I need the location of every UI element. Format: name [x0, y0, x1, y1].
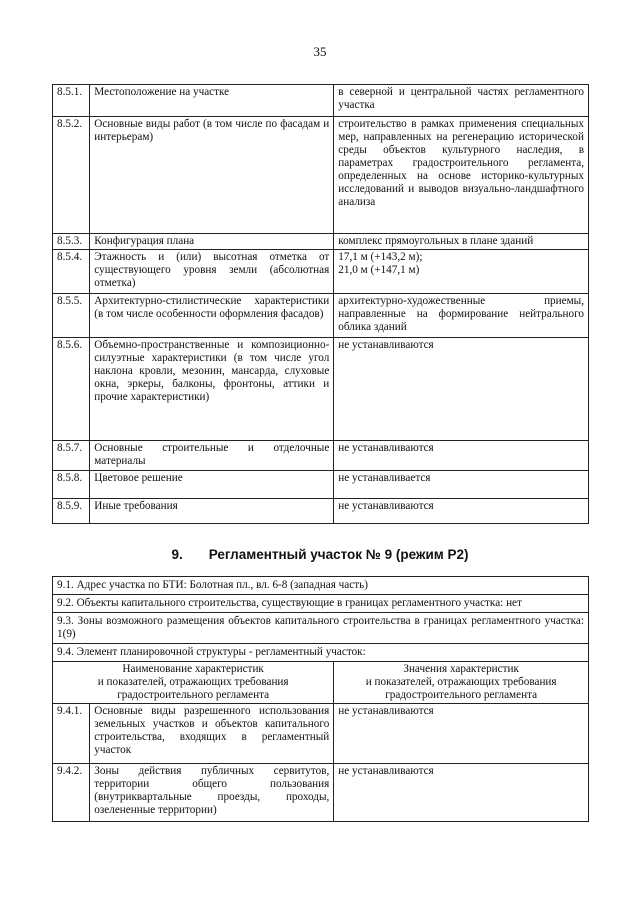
- row-number: 8.5.9.: [53, 499, 90, 524]
- element-row: [53, 644, 589, 662]
- row-number: 8.5.4.: [53, 250, 90, 294]
- characteristic-name: Основные виды работ (в том числе по фасадам и интерьерам): [90, 117, 334, 234]
- table-row: [53, 441, 589, 471]
- characteristic-value: строительство в рамках применения специальных мер, направленных на регенерацию исторической среды объектов культурного наследия, в параметрах градостроительного регламента, определенных на основе историко-культурных исследований и выводов визуально-ландшафтного анализа: [334, 117, 589, 234]
- characteristic-value: комплекс прямоугольных в плане зданий: [334, 234, 589, 250]
- header-right-line: Значения характеристик: [403, 663, 519, 675]
- characteristic-name: Архитектурно-стилистические характеристики (в том числе особенности оформления фасадов): [90, 294, 334, 338]
- table-row: [53, 117, 589, 234]
- characteristic-name: Местоположение на участке: [90, 85, 334, 117]
- row-number: 8.5.8.: [53, 471, 90, 499]
- section-title: Регламентный участок № 9 (режим Р2): [208, 547, 469, 562]
- characteristic-value: [334, 250, 589, 294]
- table-row: [53, 250, 589, 294]
- table-row: [53, 338, 589, 441]
- characteristic-value: не устанавливается: [334, 471, 589, 499]
- characteristic-value: в северной и центральной частях регламентного участка: [334, 85, 589, 117]
- address-row: [53, 577, 589, 595]
- element-text: 9.4. Элемент планировочной структуры - регламентный участок:: [53, 644, 589, 662]
- objects-row: [53, 595, 589, 613]
- characteristic-value: не устанавливаются: [334, 499, 589, 524]
- height-value-2: 21,0 м (+147,1 м): [338, 264, 420, 276]
- objects-text: 9.2. Объекты капитального строительства, существующие в границах регламентного участка: нет: [53, 595, 589, 613]
- characteristic-name: Основные строительные и отделочные материалы: [90, 441, 334, 471]
- characteristic-name: Зоны действия публичных сервитутов, территории общего пользования (внутриквартальные проезды, проходы, озелененные территории): [90, 764, 334, 822]
- characteristic-value: не устанавливаются: [334, 764, 589, 822]
- characteristic-name: Цветовое решение: [90, 471, 334, 499]
- address-text: 9.1. Адрес участка по БТИ: Болотная пл., вл. 6-8 (западная часть): [53, 577, 589, 595]
- characteristic-name: Этажность и (или) высотная отметка от существующего уровня земли (абсолютная отметка): [90, 250, 334, 294]
- zones-row: [53, 613, 589, 644]
- page-number: 35: [313, 44, 327, 59]
- regulation-table-8-5: [52, 84, 589, 524]
- characteristic-name: Иные требования: [90, 499, 334, 524]
- header-right-line: и показателей, отражающих требования: [365, 676, 557, 688]
- header-right: [334, 662, 589, 704]
- table-row: [53, 704, 589, 764]
- table-row: [53, 294, 589, 338]
- header-left: [53, 662, 334, 704]
- row-number: 8.5.3.: [53, 234, 90, 250]
- characteristic-name: Объемно-пространственные и композиционно-силуэтные характеристики (в том числе угол наклона кровли, мезонин, мансарда, слуховые окна, эркеры, балконы, фронтоны, аттики и прочие характеристики): [90, 338, 334, 441]
- header-right-line: градостроительного регламента: [385, 689, 538, 701]
- characteristic-value: не устанавливаются: [334, 704, 589, 764]
- header-row: [53, 662, 589, 704]
- table-row: [53, 764, 589, 822]
- table-row: [53, 471, 589, 499]
- header-left-line: Наименование характеристик: [122, 663, 264, 675]
- height-value-1: 17,1 м (+143,2 м);: [338, 251, 423, 263]
- row-number: 8.5.5.: [53, 294, 90, 338]
- table-row: [53, 85, 589, 117]
- header-left-line: и показателей, отражающих требования: [97, 676, 289, 688]
- table-row: [53, 234, 589, 250]
- characteristic-value: не устанавливаются: [334, 441, 589, 471]
- row-number: 9.4.2.: [53, 764, 90, 822]
- characteristic-name: Конфигурация плана: [90, 234, 334, 250]
- row-number: 9.4.1.: [53, 704, 90, 764]
- zones-text: 9.3. Зоны возможного размещения объектов капитального строительства в границах регламентного участка: 1(9): [53, 613, 589, 644]
- regulation-table-9: [52, 576, 589, 822]
- row-number: 8.5.1.: [53, 85, 90, 117]
- header-left-line: градостроительного регламента: [117, 689, 270, 701]
- characteristic-name: Основные виды разрешенного использования земельных участков и объектов капитального строительства, входящих в регламентный участок: [90, 704, 334, 764]
- section-heading: [0, 547, 640, 562]
- table-row: [53, 499, 589, 524]
- row-number: 8.5.7.: [53, 441, 90, 471]
- characteristic-value: архитектурно-художественные приемы, направленные на формирование нейтрального облика зданий: [334, 294, 589, 338]
- row-number: 8.5.2.: [53, 117, 90, 234]
- characteristic-value: не устанавливаются: [334, 338, 589, 441]
- section-number: 9.: [171, 547, 183, 562]
- row-number: 8.5.6.: [53, 338, 90, 441]
